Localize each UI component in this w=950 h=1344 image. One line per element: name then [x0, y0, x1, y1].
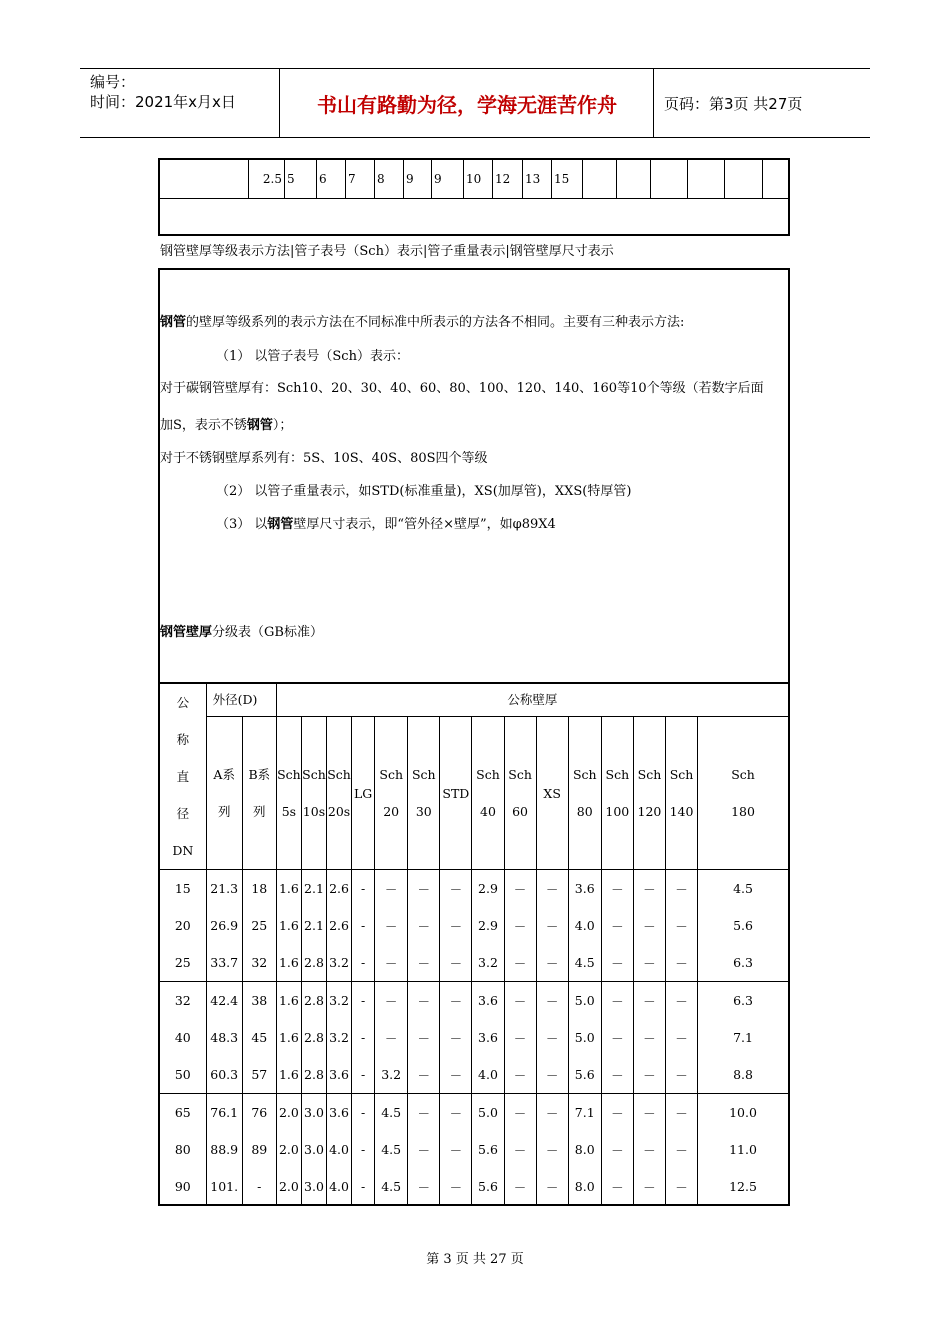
item3-bold: 钢管 [267, 517, 294, 532]
top-table-cell: 5 [284, 160, 316, 198]
dn-header-char: 径 [176, 806, 190, 821]
sch-col-header-line: Sch [411, 767, 436, 783]
table-cell: － [375, 907, 408, 944]
table-cell: - [352, 1131, 375, 1168]
table-cell: － [633, 1019, 665, 1056]
table-cell: 10.0 [698, 1094, 788, 1132]
table-cell: 4.0 [327, 1131, 352, 1168]
table-cell: － [504, 982, 536, 1020]
table-cell: － [504, 1056, 536, 1094]
table-cell: 1.6 [276, 870, 301, 908]
dn-header [160, 682, 206, 870]
table-cell: 3.0 [301, 1168, 326, 1205]
b-series-header-line: 列 [253, 804, 266, 820]
table-cell: - [352, 1056, 375, 1094]
table-row [160, 1056, 788, 1094]
top-table-cell: 15 [551, 160, 582, 198]
table-cell: 4.0 [568, 907, 601, 944]
table-cell: 2.6 [327, 870, 352, 908]
table-cell: － [408, 907, 440, 944]
sch-col-header [301, 717, 326, 870]
top-table-cell: 8 [374, 160, 403, 198]
table-cell: 76 [242, 1094, 276, 1132]
table-cell: - [352, 907, 375, 944]
table-cell: － [536, 870, 568, 908]
table-cell: 3.0 [301, 1094, 326, 1132]
table-row [160, 1168, 788, 1205]
table-cell: － [601, 907, 633, 944]
sch-col-header-line: LG [353, 785, 373, 801]
wall-header: 公称壁厚 [276, 682, 788, 717]
sch-col-header-line: Sch [605, 767, 630, 783]
table-cell: 6.3 [733, 955, 753, 970]
sch-col-header [633, 717, 665, 870]
method-item-2: （2） 以管子重量表示，如STD(标准重量)，XS(加厚管)，XXS(特厚管) [216, 484, 632, 499]
table-cell: 3.6 [327, 1056, 352, 1094]
table-cell: － [665, 1094, 697, 1132]
sch-col-header-line: 40 [480, 804, 496, 820]
table-cell: － [633, 944, 665, 982]
table-cell: 15 [160, 870, 206, 908]
od-header: 外径(D) [206, 682, 276, 717]
table-cell: 1.6 [276, 907, 301, 944]
top-table-cell: 9 [431, 160, 463, 198]
table-cell: － [665, 982, 697, 1020]
number-label: 编号： [90, 73, 136, 91]
table-cell: － [536, 944, 568, 982]
method-item-1: （1） 以管子表号（Sch）表示： [216, 349, 409, 364]
table-cell: － [633, 870, 665, 908]
sch-col-header [536, 717, 568, 870]
table-cell: － [536, 1056, 568, 1094]
sch-col-header-line: 100 [605, 804, 630, 820]
sch-col-header [375, 717, 408, 870]
table-cell: - [352, 1168, 375, 1205]
carbon-line-2-a: 加S，表示不锈 [160, 418, 247, 433]
table-title [160, 621, 323, 640]
table-cell: - [352, 870, 375, 908]
sch-col-header-line: Sch [277, 767, 301, 783]
table-cell: 3.2 [327, 1019, 352, 1056]
table-cell: 3.0 [301, 1131, 326, 1168]
table-cell: － [408, 944, 440, 982]
sch-col-header-line: XS [543, 785, 561, 801]
table-cell: － [408, 1094, 440, 1132]
sch-col-header-line: STD [442, 785, 470, 801]
top-table-cell: 13 [522, 160, 551, 198]
table-cell: 1.6 [276, 1019, 301, 1056]
sch-col-header-line: Sch [508, 767, 532, 783]
sch-col-header-line: Sch [637, 767, 662, 783]
table-cell: - [352, 1019, 375, 1056]
table-cell: 38 [242, 982, 276, 1020]
carbon-line-2-bold: 钢管 [246, 418, 273, 433]
table-row [160, 907, 788, 944]
table-cell: － [601, 1056, 633, 1094]
table-cell: － [504, 1094, 536, 1132]
table-cell: － [601, 982, 633, 1020]
table-row [160, 1131, 788, 1168]
method-item-3 [216, 513, 556, 532]
b-series-header [242, 717, 276, 870]
b-series-header-line: B系 [248, 767, 271, 783]
table-cell: － [408, 982, 440, 1020]
table-cell: － [665, 1168, 697, 1205]
sch-col-header [601, 717, 633, 870]
table-cell: - [352, 1094, 375, 1132]
table-cell: 2.8 [301, 982, 326, 1020]
table-cell: － [633, 1168, 665, 1205]
table-cell: － [440, 1131, 472, 1168]
intro-paragraph [160, 311, 684, 330]
table-title-rest: 分级表（GB标准） [212, 625, 323, 640]
table-cell: － [665, 1131, 697, 1168]
table-cell: 4.5 [375, 1131, 408, 1168]
table-cell: 45 [242, 1019, 276, 1056]
top-table-cell [582, 160, 616, 198]
table-cell: 1.6 [276, 944, 301, 982]
carbon-line-2-b: ）； [272, 418, 293, 433]
table-cell: － [440, 982, 472, 1020]
item3-a: （3） 以 [216, 517, 268, 532]
top-table-cell [687, 160, 724, 198]
table-cell: － [504, 1168, 536, 1205]
table-cell: 2.6 [327, 907, 352, 944]
table-cell: 5.0 [568, 1019, 601, 1056]
table-cell: 2.0 [276, 1094, 301, 1132]
dn-header-char: 直 [176, 769, 190, 784]
table-cell: 2.1 [301, 870, 326, 908]
table-cell: － [440, 907, 472, 944]
table-cell: 4.0 [327, 1168, 352, 1205]
top-table-cell [762, 160, 797, 198]
table-cell: 101. [206, 1168, 242, 1205]
top-table-row [160, 160, 788, 199]
table-cell: － [408, 1168, 440, 1205]
table-cell: － [536, 907, 568, 944]
sch-col-header [408, 717, 440, 870]
table-cell: － [665, 907, 697, 944]
table-cell: 1.6 [276, 982, 301, 1020]
table-cell: － [440, 1094, 472, 1132]
table-cell: 4.5 [375, 1094, 408, 1132]
table-cell: － [504, 1131, 536, 1168]
top-table-cell: 9 [403, 160, 431, 198]
table-cell: 2.8 [301, 1019, 326, 1056]
sch-col-header-line: 30 [415, 804, 432, 820]
table-cell: － [665, 944, 697, 982]
sch-col-header-line: 20s [327, 804, 351, 820]
table-cell: 60.3 [206, 1056, 242, 1094]
table-cell: － [665, 1019, 697, 1056]
sch-col-header-line: Sch [669, 767, 694, 783]
sch-col-header [440, 717, 472, 870]
table-cell: － [601, 1094, 633, 1132]
table-cell: 89 [242, 1131, 276, 1168]
table-cell: 4.5 [698, 870, 788, 908]
table-cell: 88.9 [206, 1131, 242, 1168]
table-cell: － [375, 982, 408, 1020]
table-cell: 76.1 [206, 1094, 242, 1132]
table-cell: 32 [242, 944, 276, 982]
table-cell: 12.5 [729, 1179, 757, 1194]
dn-header-char: 公 [176, 695, 190, 710]
carbon-line-1: 对于碳钢管壁厚有：Sch10、20、30、40、60、80、100、120、140、160等10个等级（若数字后面 [160, 381, 764, 396]
top-table-cell [616, 160, 650, 198]
sch-col-header [327, 717, 352, 870]
table-cell: 18 [242, 870, 276, 908]
table-cell: 3.2 [327, 982, 352, 1020]
top-table-cell: 7 [345, 160, 374, 198]
table-cell: 4.5 [375, 1168, 408, 1205]
sch-col-header-line: 80 [576, 804, 593, 820]
top-table-cell [724, 160, 762, 198]
dn-header-char: 称 [176, 732, 190, 747]
top-table-cell: 2.5 [248, 160, 284, 198]
table-cell: － [665, 870, 697, 908]
table-row [160, 1019, 788, 1056]
a-series-header-line: 列 [217, 804, 231, 820]
table-cell: － [601, 944, 633, 982]
page-header [80, 68, 870, 138]
sch-col-header-line: 140 [669, 804, 694, 820]
table-cell: 5.6 [568, 1056, 601, 1094]
table-row [160, 870, 788, 908]
table-cell: 40 [160, 1019, 206, 1056]
sch-col-header [698, 717, 788, 870]
table-title-bold: 钢管壁厚 [160, 625, 213, 640]
table-cell: 25 [160, 944, 206, 982]
sch-col-header-line: Sch [379, 767, 403, 783]
sch-col-header-line: 20 [383, 804, 400, 820]
table-cell: － [375, 944, 408, 982]
table-cell: 80 [160, 1131, 206, 1168]
table-cell: - [352, 944, 375, 982]
table-cell: 2.9 [472, 870, 504, 908]
top-table-cell: 6 [316, 160, 345, 198]
top-table-cell [160, 160, 248, 198]
table-cell: 2.8 [301, 944, 326, 982]
wall-thickness-table [160, 682, 788, 1205]
table-cell: 7.1 [568, 1094, 601, 1132]
table-cell: － [440, 870, 472, 908]
dn-header-char: DN [172, 843, 194, 858]
table-cell: － [601, 1019, 633, 1056]
header-info [80, 69, 280, 137]
table-cell: - [352, 982, 375, 1020]
sch-col-header [276, 717, 301, 870]
table-cell: 4.5 [568, 944, 601, 982]
table-cell: － [440, 1019, 472, 1056]
table-cell: 42.4 [206, 982, 242, 1020]
table-cell: 3.2 [472, 944, 504, 982]
table-cell: 5.6 [472, 1168, 504, 1205]
table-cell: 20 [160, 907, 206, 944]
carbon-line-2 [160, 414, 292, 433]
table-cell: 3.6 [327, 1094, 352, 1132]
sch-col-header-line: Sch [476, 767, 500, 783]
table-cell: － [536, 982, 568, 1020]
table-cell: － [633, 1056, 665, 1094]
table-cell: 11.0 [729, 1142, 757, 1157]
nav-line: 钢管壁厚等级表示方法|管子表号（Sch）表示|管子重量表示|钢管壁厚尺寸表示 [160, 244, 614, 259]
table-cell: 50 [160, 1056, 206, 1094]
table-cell: 33.7 [206, 944, 242, 982]
top-fragment-table [158, 158, 790, 236]
header-page-label: 页码：第3页 共27页 [664, 94, 803, 113]
top-table-cell: 12 [492, 160, 522, 198]
table-cell: 3.2 [375, 1056, 408, 1094]
table-cell: 26.9 [206, 907, 242, 944]
intro-rest: 的壁厚等级系列的表示方法在不同标准中所表示的方法各不相同。主要有三种表示方法: [186, 315, 685, 330]
table-cell: 5.0 [568, 982, 601, 1020]
sch-col-header-line: 10s [302, 804, 326, 820]
table-row [160, 944, 788, 982]
table-cell: 57 [242, 1056, 276, 1094]
table-cell: 3.6 [472, 1019, 504, 1056]
table-cell: 48.3 [206, 1019, 242, 1056]
table-cell: - [242, 1168, 276, 1205]
table-cell: 25 [242, 907, 276, 944]
sch-col-header-line: 120 [637, 804, 662, 820]
table-cell: 5.6 [472, 1131, 504, 1168]
table-cell: 1.6 [276, 1056, 301, 1094]
top-table-cell: 10 [463, 160, 492, 198]
sch-col-header-line: 5s [281, 804, 297, 820]
table-cell: － [408, 1056, 440, 1094]
table-cell: 90 [160, 1168, 206, 1205]
table-row [160, 982, 788, 1020]
table-cell: － [408, 1131, 440, 1168]
table-cell: － [504, 870, 536, 908]
table-cell: － [536, 1168, 568, 1205]
table-cell: 2.0 [276, 1168, 301, 1205]
sch-col-header [665, 717, 697, 870]
table-cell: 21.3 [206, 870, 242, 908]
table-cell: － [601, 1131, 633, 1168]
sch-col-header-line: 180 [731, 804, 755, 820]
table-cell: － [440, 1168, 472, 1205]
sch-col-header-line: 60 [512, 804, 529, 820]
table-cell: 8.0 [568, 1131, 601, 1168]
table-cell: 32 [160, 982, 206, 1020]
page-footer: 第 3 页 共 27 页 [426, 1252, 524, 1267]
table-cell: － [504, 1019, 536, 1056]
table-cell: － [440, 1056, 472, 1094]
table-cell: 6.3 [698, 982, 788, 1020]
table-cell: － [375, 1019, 408, 1056]
sch-col-header [568, 717, 601, 870]
sch-col-header-line: Sch [572, 767, 597, 783]
item3-b: 壁厚尺寸表示，即“管外径×壁厚”，如φ89X4 [293, 517, 556, 532]
table-cell: 8.0 [568, 1168, 601, 1205]
table-cell: － [665, 1056, 697, 1094]
table-cell: 2.1 [301, 907, 326, 944]
a-series-header-line: A系 [213, 767, 235, 783]
stainless-line: 对于不锈钢壁厚系列有：5S、10S、40S、80S四个等级 [160, 451, 488, 466]
table-cell: － [601, 1168, 633, 1205]
table-cell: － [536, 1094, 568, 1132]
intro-bold: 钢管 [160, 315, 187, 330]
table-cell: 3.6 [568, 870, 601, 908]
header-motto: 书山有路勤为径，学海无涯苦作舟 [281, 69, 654, 137]
a-series-header [206, 717, 242, 870]
table-cell: 5.6 [733, 918, 753, 933]
table-cell: 65 [160, 1094, 206, 1132]
table-cell: － [408, 870, 440, 908]
table-row [160, 1094, 788, 1132]
sch-col-header [504, 717, 536, 870]
table-cell: 2.8 [301, 1056, 326, 1094]
table-cell: 2.9 [472, 907, 504, 944]
table-cell: 8.8 [733, 1067, 753, 1082]
table-cell: － [633, 907, 665, 944]
table-cell: － [536, 1019, 568, 1056]
table-cell: － [504, 944, 536, 982]
table-cell: 3.6 [472, 982, 504, 1020]
table-cell: 4.0 [472, 1056, 504, 1094]
table-cell: － [375, 870, 408, 908]
sch-col-header [352, 717, 375, 870]
table-cell: － [536, 1131, 568, 1168]
sch-col-header [472, 717, 504, 870]
table-cell: － [633, 982, 665, 1020]
table-cell: － [601, 870, 633, 908]
table-cell: 2.0 [276, 1131, 301, 1168]
sch-col-header-line: Sch [731, 767, 755, 783]
time-label: 时间：2021年x月x日 [90, 93, 236, 111]
top-table-cell [650, 160, 687, 198]
table-cell: － [408, 1019, 440, 1056]
table-cell: 5.0 [472, 1094, 504, 1132]
sch-col-header-line: Sch [302, 767, 326, 783]
sch-col-header-line: Sch [327, 767, 351, 783]
table-cell: － [440, 944, 472, 982]
table-cell: － [633, 1131, 665, 1168]
table-cell: － [633, 1094, 665, 1132]
table-cell: 7.1 [733, 1030, 753, 1045]
table-cell: － [504, 907, 536, 944]
table-cell: 3.2 [327, 944, 352, 982]
